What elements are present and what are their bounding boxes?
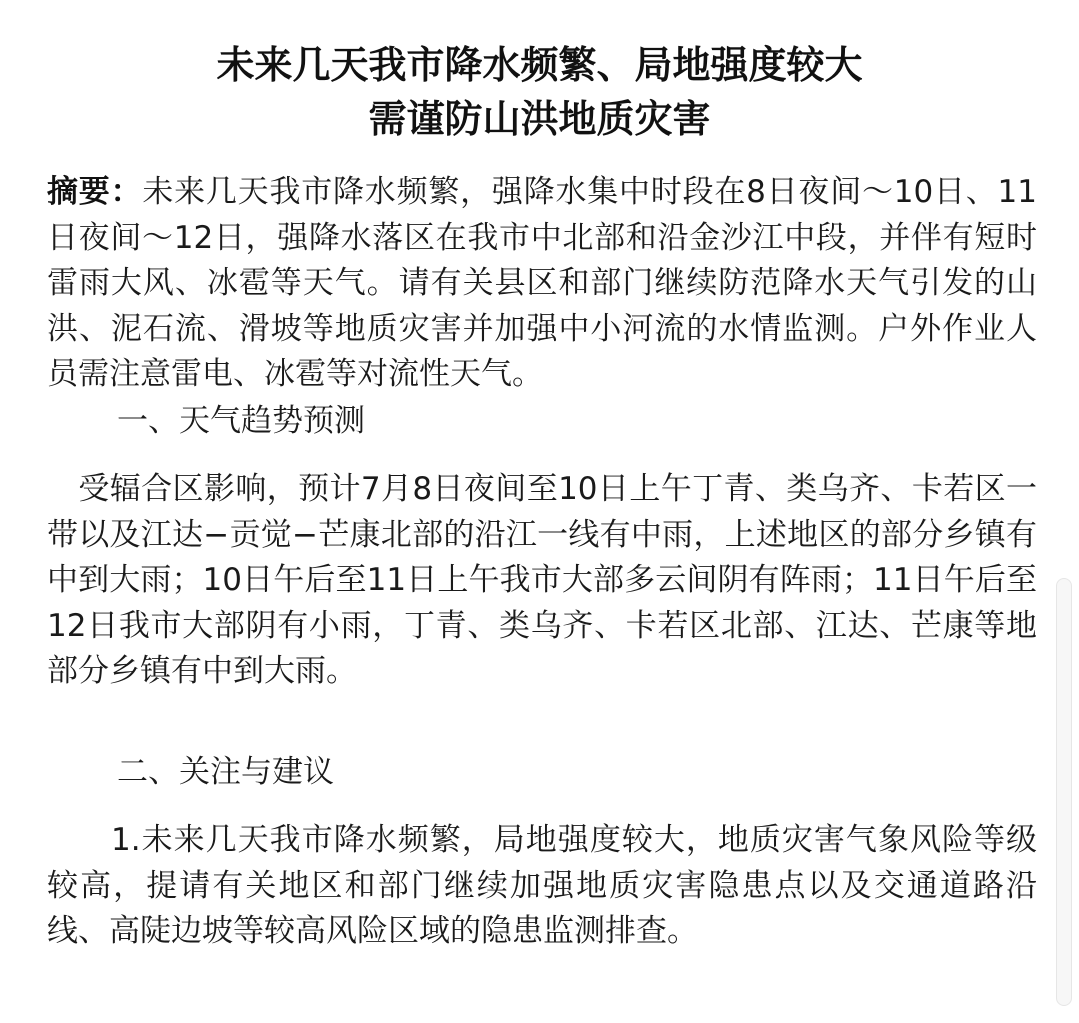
weather-trend-paragraph bbox=[47, 467, 1037, 695]
section-heading-weather-trend: 一、天气趋势预测 bbox=[117, 403, 365, 439]
section-heading-advice: 二、关注与建议 bbox=[117, 754, 334, 790]
document-title-line-2: 需谨防山洪地质灾害 bbox=[368, 97, 711, 141]
advice-paragraph-1 bbox=[47, 818, 1037, 955]
advice-item-1-text: 1.未来几天我市降水频繁，局地强度较大，地质灾害气象风险等级较高，提请有关地区和部门继续加强地质灾害隐患点以及交通道路沿线、高陡边坡等较高风险区域的隐患监测排查。 bbox=[47, 822, 1037, 949]
summary-paragraph bbox=[47, 170, 1037, 398]
summary-text: 未来几天我市降水频繁，强降水集中时段在8日夜间～10日、11日夜间～12日，强降水落区在我市中北部和沿金沙江中段，并伴有短时雷雨大风、冰雹等天气。请有关县区和部门继续防范降水天气引发的山洪、泥石流、滑坡等地质灾害并加强中小河流的水情监测。户外作业人员需注意雷电、冰雹等对流性天气。 bbox=[47, 174, 1037, 392]
document-title-line-1: 未来几天我市降水频繁、局地强度较大 bbox=[216, 43, 863, 87]
vertical-scrollbar[interactable] bbox=[1056, 578, 1072, 1006]
summary-label: 摘要： bbox=[47, 174, 143, 210]
weather-trend-text: 受辐合区影响，预计7月8日夜间至10日上午丁青、类乌齐、卡若区一带以及江达−贡觉−芒康北部的沿江一线有中雨，上述地区的部分乡镇有中到大雨；10日午后至11日上午我市大部多云间阴有阵雨；11日午后至12日我市大部阴有小雨，丁青、类乌齐、卡若区北部、江达、芒康等地部分乡镇有中到大雨。 bbox=[47, 471, 1037, 689]
